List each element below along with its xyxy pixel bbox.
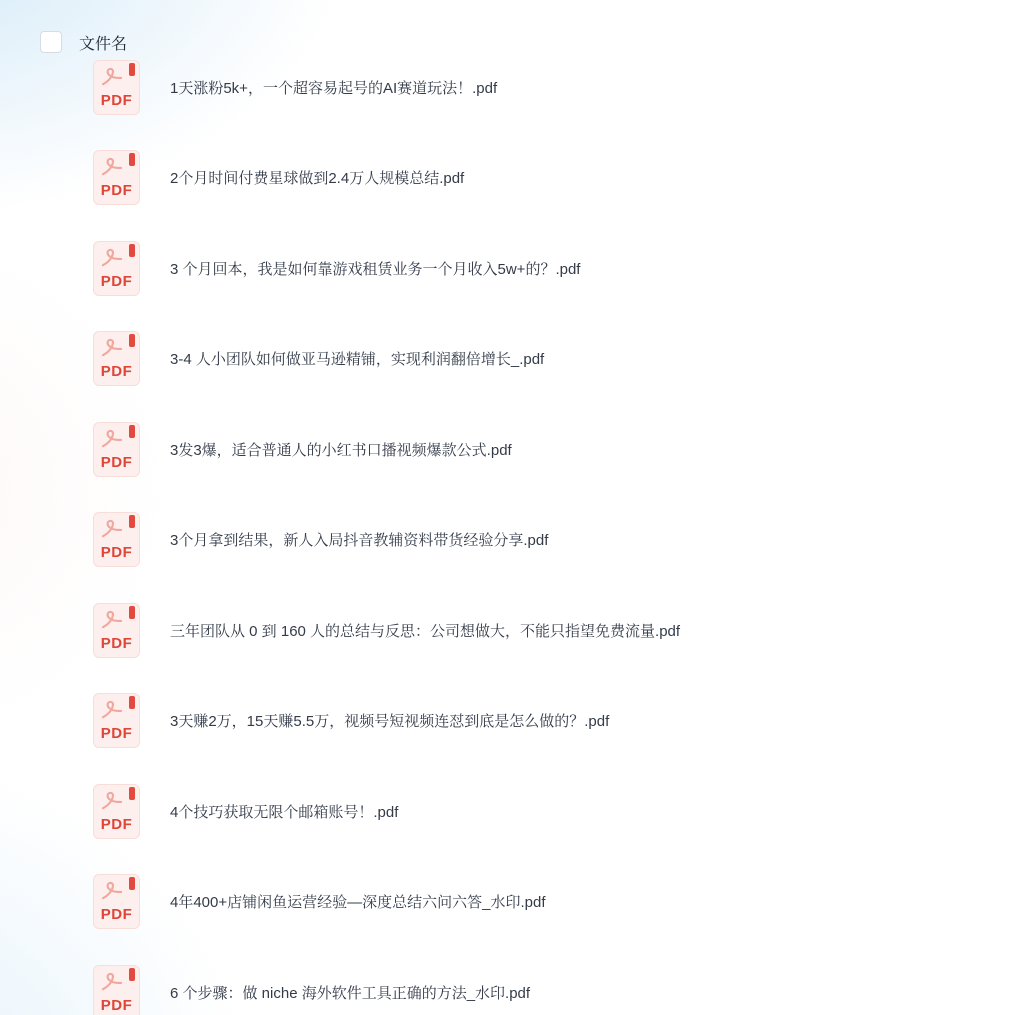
folded-corner-icon (129, 334, 135, 347)
pdf-file-icon (93, 422, 140, 477)
pdf-file-icon (93, 331, 140, 386)
acrobat-swirl-icon (101, 156, 124, 177)
pdf-file-icon (93, 60, 140, 115)
file-list (0, 42, 1024, 1015)
pdf-icon-label: PDF (100, 996, 133, 1014)
file-name[interactable]: 三年团队从 0 到 160 人的总结与反思：公司想做大，不能只指望免费流量.pdf (170, 622, 681, 640)
pdf-icon-label: PDF (100, 544, 133, 562)
pdf-icon-label: PDF (100, 182, 133, 200)
file-row[interactable] (0, 676, 1024, 767)
acrobat-swirl-icon (101, 247, 124, 268)
folded-corner-icon (129, 968, 135, 981)
folded-corner-icon (129, 606, 135, 619)
acrobat-swirl-icon (101, 880, 124, 901)
select-all-checkbox[interactable] (40, 31, 62, 53)
file-row[interactable] (0, 133, 1024, 224)
pdf-icon-label: PDF (100, 725, 133, 743)
file-name[interactable]: 4个技巧获取无限个邮箱账号！.pdf (170, 803, 399, 821)
file-row[interactable] (0, 766, 1024, 857)
folded-corner-icon (129, 244, 135, 257)
file-row[interactable] (0, 223, 1024, 314)
folded-corner-icon (129, 696, 135, 709)
file-name[interactable]: 6 个步骤：做 niche 海外软件工具正确的方法_水印.pdf (170, 984, 531, 1002)
file-row[interactable] (0, 42, 1024, 133)
folded-corner-icon (129, 877, 135, 890)
file-row[interactable] (0, 947, 1024, 1015)
file-name[interactable]: 3-4 人小团队如何做亚马逊精铺，实现利润翻倍增长_.pdf (170, 351, 545, 369)
pdf-file-icon (93, 241, 140, 296)
pdf-icon-label: PDF (100, 453, 133, 471)
acrobat-swirl-icon (101, 971, 124, 992)
pdf-icon-label: PDF (100, 91, 133, 109)
acrobat-swirl-icon (101, 428, 124, 449)
file-row[interactable] (0, 857, 1024, 948)
acrobat-swirl-icon (101, 790, 124, 811)
folded-corner-icon (129, 153, 135, 166)
pdf-icon-label: PDF (100, 906, 133, 924)
file-row[interactable] (0, 495, 1024, 586)
acrobat-swirl-icon (101, 699, 124, 720)
folded-corner-icon (129, 787, 135, 800)
pdf-icon-label: PDF (100, 815, 133, 833)
pdf-file-icon (93, 603, 140, 658)
file-name[interactable]: 4年400+店铺闲鱼运营经验—深度总结六问六答_水印.pdf (170, 894, 546, 912)
folded-corner-icon (129, 425, 135, 438)
file-name[interactable]: 2个月时间付费星球做到2.4万人规模总结.pdf (170, 170, 465, 188)
file-name[interactable]: 3个月拿到结果，新人入局抖音教辅资料带货经验分享.pdf (170, 532, 549, 550)
pdf-file-icon (93, 784, 140, 839)
pdf-file-icon (93, 150, 140, 205)
pdf-icon-label: PDF (100, 272, 133, 290)
pdf-file-icon (93, 965, 140, 1015)
acrobat-swirl-icon (101, 609, 124, 630)
acrobat-swirl-icon (101, 66, 124, 87)
file-name[interactable]: 3发3爆，适合普通人的小红书口播视频爆款公式.pdf (170, 441, 512, 459)
column-header-filename: 文件名 (79, 35, 128, 53)
pdf-icon-label: PDF (100, 634, 133, 652)
file-name[interactable]: 1天涨粉5k+，一个超容易起号的AI赛道玩法！.pdf (170, 79, 498, 97)
file-row[interactable] (0, 585, 1024, 676)
pdf-file-icon (93, 512, 140, 567)
file-name[interactable]: 3 个月回本，我是如何靠游戏租赁业务一个月收入5w+的？.pdf (170, 260, 581, 278)
file-name[interactable]: 3天赚2万，15天赚5.5万，视频号短视频连怼到底是怎么做的？.pdf (170, 713, 610, 731)
acrobat-swirl-icon (101, 337, 124, 358)
file-row[interactable] (0, 404, 1024, 495)
acrobat-swirl-icon (101, 518, 124, 539)
pdf-icon-label: PDF (100, 363, 133, 381)
folded-corner-icon (129, 63, 135, 76)
pdf-file-icon (93, 874, 140, 929)
folded-corner-icon (129, 515, 135, 528)
pdf-file-icon (93, 693, 140, 748)
file-row[interactable] (0, 314, 1024, 405)
